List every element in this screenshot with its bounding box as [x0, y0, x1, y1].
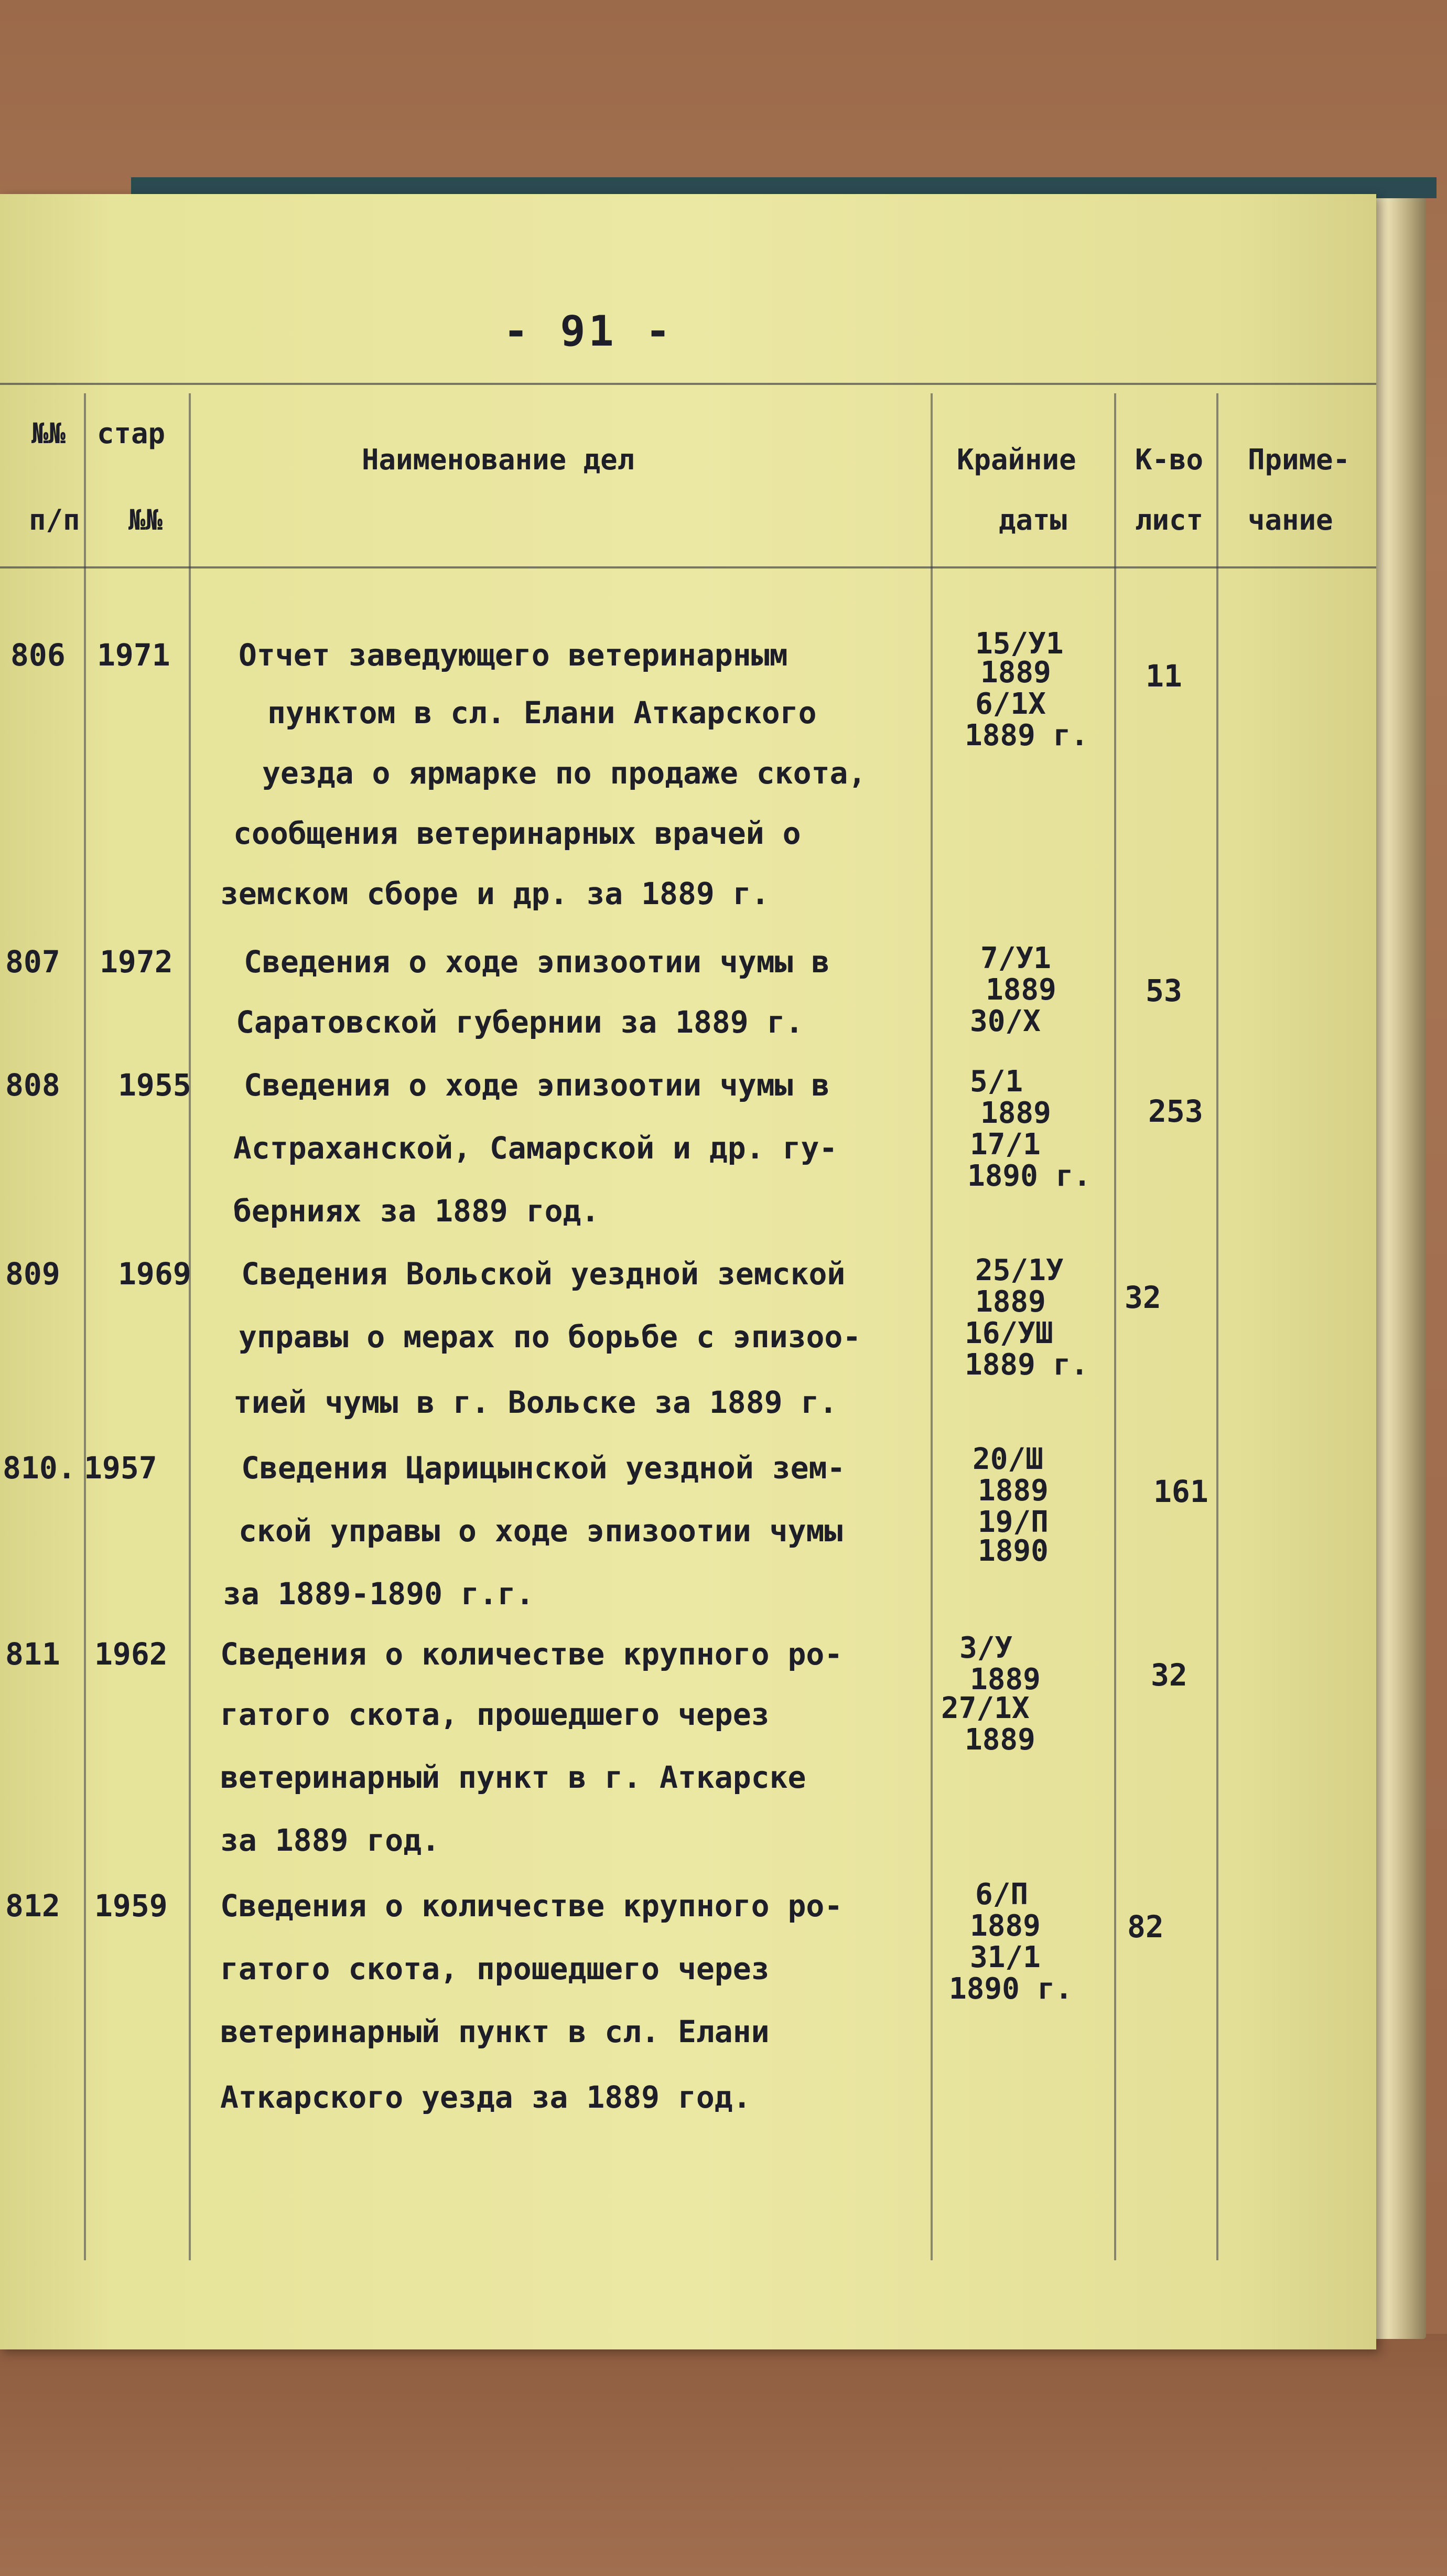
row-807-old: 1972	[100, 944, 173, 980]
row-807-date-1: 7/У1	[980, 941, 1051, 975]
header-old: стар	[97, 417, 166, 450]
row-808-old: 1955	[118, 1067, 191, 1103]
row-811-line-1: Сведения о количестве крупного ро-	[220, 1636, 843, 1672]
row-808-line-2: Астраханской, Самарской и др. гу-	[233, 1130, 838, 1166]
row-809-qty: 32	[1125, 1280, 1161, 1315]
row-810-line-1: Сведения Царицынской уездной зем-	[241, 1450, 846, 1486]
col-divider-3	[931, 393, 933, 2260]
row-806-date-3: 6/1Х	[975, 687, 1046, 721]
row-812-qty: 82	[1127, 1909, 1164, 1945]
col-divider-5	[1216, 393, 1218, 2260]
row-808-num: 808	[5, 1067, 60, 1103]
row-809-date-1: 25/1У	[975, 1253, 1064, 1287]
row-811-line-3: ветеринарный пункт в г. Аткарске	[220, 1759, 806, 1795]
header-qty-2: лист	[1135, 503, 1204, 536]
row-812-line-4: Аткарского уезда за 1889 год.	[220, 2079, 751, 2115]
row-812-line-1: Сведения о количестве крупного ро-	[220, 1888, 843, 1924]
row-807-line-2: Саратовской губернии за 1889 г.	[236, 1004, 804, 1040]
row-806-old: 1971	[97, 637, 170, 673]
row-811-date-2: 1889	[970, 1662, 1041, 1697]
row-810-num: 810.	[3, 1450, 76, 1486]
row-810-date-3: 19/П	[978, 1505, 1049, 1539]
header-qty-1: К-во	[1135, 443, 1204, 476]
row-812-date-3: 31/1	[970, 1940, 1041, 1974]
row-806-line-4: сообщения ветеринарных врачей о	[233, 815, 801, 851]
header-pp: п/п	[29, 503, 80, 536]
row-810-qty: 161	[1153, 1474, 1208, 1509]
row-806-date-2: 1889	[980, 656, 1051, 690]
row-812-old: 1959	[94, 1888, 168, 1924]
row-808-qty: 253	[1148, 1093, 1203, 1129]
row-806-qty: 11	[1146, 658, 1182, 694]
row-810-date-4: 1890	[978, 1534, 1049, 1568]
row-811-qty: 32	[1151, 1657, 1187, 1693]
row-809-date-3: 16/УШ	[965, 1316, 1053, 1350]
row-806-line-1: Отчет заведующего ветеринарным	[239, 637, 788, 673]
row-807-num: 807	[5, 944, 60, 980]
row-811-line-2: гатого скота, прошедшего через	[220, 1697, 770, 1732]
row-812-num: 812	[5, 1888, 60, 1924]
row-811-num: 811	[5, 1636, 60, 1672]
row-806-date-1: 15/У1	[975, 627, 1064, 661]
row-810-date-2: 1889	[978, 1474, 1049, 1508]
header-num: №№	[31, 417, 66, 450]
row-812-line-2: гатого скота, прошедшего через	[220, 1951, 770, 1987]
row-811-date-3: 27/1Х	[941, 1691, 1030, 1725]
row-812-date-4: 1890 г.	[949, 1972, 1073, 2006]
row-812-line-3: ветеринарный пункт в сл. Елани	[220, 2014, 770, 2049]
header-name: Наименование дел	[362, 443, 635, 476]
col-divider-1	[84, 393, 86, 2260]
row-806-line-5: земском сборе и др. за 1889 г.	[220, 876, 770, 911]
header-dates-2: даты	[999, 503, 1067, 536]
row-811-line-4: за 1889 год.	[220, 1822, 440, 1858]
header-note-2: чание	[1248, 503, 1333, 536]
row-806-line-3: уезда о ярмарке по продаже скота,	[262, 755, 867, 791]
row-810-line-2: ской управы о ходе эпизоотии чумы	[239, 1513, 843, 1549]
col-divider-4	[1114, 393, 1116, 2260]
row-809-old: 1969	[118, 1256, 191, 1292]
header-note-1: Приме-	[1248, 443, 1351, 476]
row-809-num: 809	[5, 1256, 60, 1292]
row-810-date-1: 20/Ш	[973, 1442, 1043, 1476]
row-812-date-1: 6/П	[975, 1877, 1029, 1912]
row-808-date-3: 17/1	[970, 1128, 1041, 1162]
row-811-date-1: 3/У	[959, 1631, 1013, 1665]
row-809-line-3: тией чумы в г. Вольске за 1889 г.	[233, 1384, 838, 1420]
page-number: - 91 -	[503, 307, 674, 356]
row-811-date-4: 1889	[965, 1723, 1035, 1757]
header-bottom-rule	[0, 566, 1376, 568]
header-nn: №№	[128, 503, 163, 536]
document-page	[0, 194, 1376, 2349]
row-807-qty: 53	[1146, 973, 1182, 1008]
row-807-line-1: Сведения о ходе эпизоотии чумы в	[244, 944, 830, 980]
header-top-rule	[0, 383, 1376, 385]
row-806-date-4: 1889 г.	[965, 718, 1089, 753]
row-809-line-2: управы о мерах по борьбе с эпизоо-	[239, 1319, 861, 1355]
row-810-old: 1957	[84, 1450, 157, 1486]
row-808-date-2: 1889	[980, 1096, 1051, 1130]
row-808-date-1: 5/1	[970, 1065, 1023, 1099]
row-810-line-3: за 1889-1890 г.г.	[223, 1576, 534, 1612]
row-806-num: 806	[10, 637, 66, 673]
row-807-date-2: 1889	[986, 973, 1056, 1007]
row-809-date-2: 1889	[975, 1285, 1046, 1319]
header-dates-1: Крайние	[957, 443, 1076, 476]
row-807-date-3: 30/Х	[970, 1004, 1041, 1038]
row-808-line-3: берниях за 1889 год.	[233, 1193, 600, 1229]
row-812-date-2: 1889	[970, 1909, 1041, 1943]
row-808-date-4: 1890 г.	[967, 1159, 1092, 1193]
row-806-line-2: пунктом в сл. Елани Аткарского	[267, 695, 817, 731]
table-surface	[0, 2334, 1447, 2576]
row-811-old: 1962	[94, 1636, 168, 1672]
row-808-line-1: Сведения о ходе эпизоотии чумы в	[244, 1067, 830, 1103]
row-809-line-1: Сведения Вольской уездной земской	[241, 1256, 846, 1292]
col-divider-2	[189, 393, 191, 2260]
row-809-date-4: 1889 г.	[965, 1348, 1089, 1382]
